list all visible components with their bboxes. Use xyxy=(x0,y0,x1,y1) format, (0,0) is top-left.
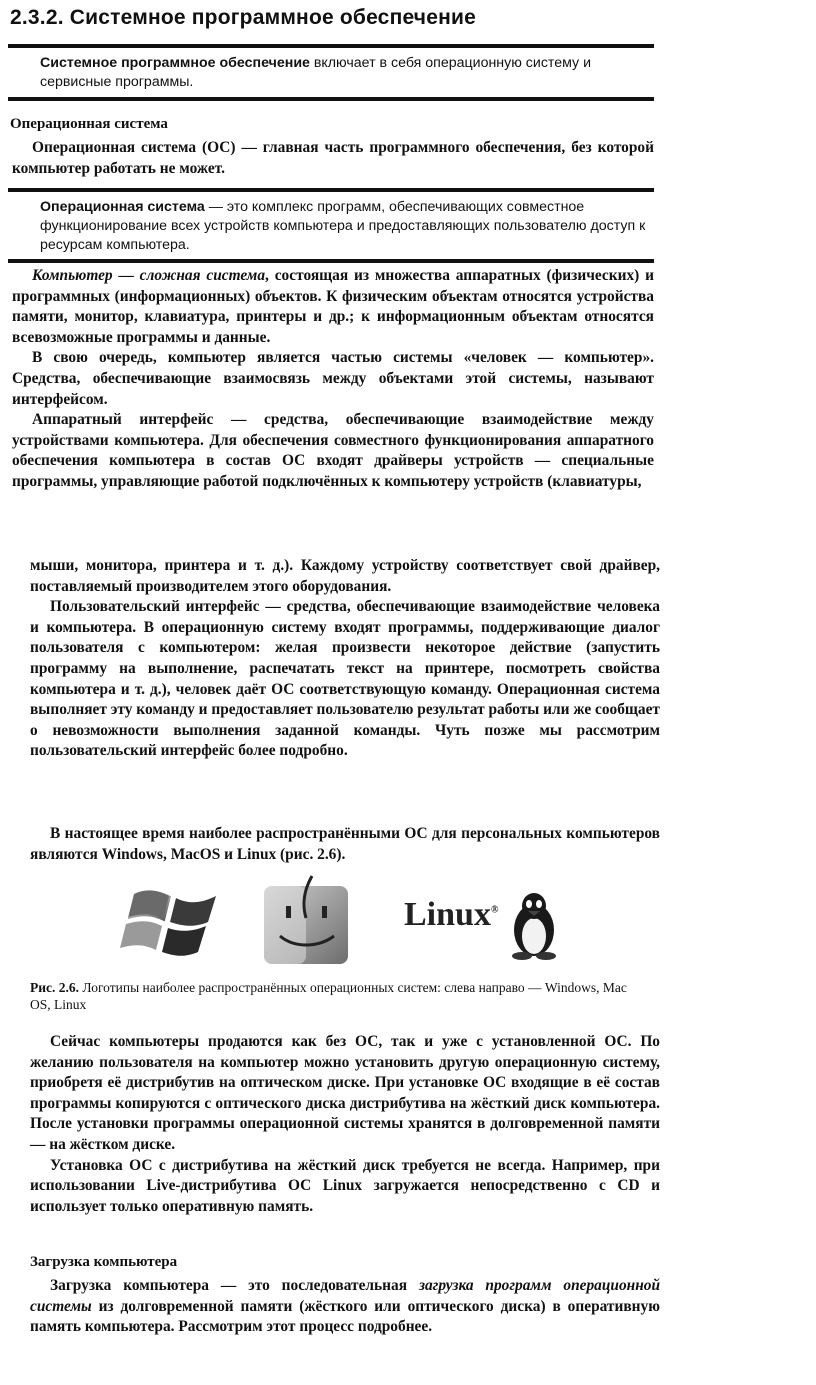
paragraph-text: входящие в её состав программы копируются с оптического диска дистрибутива на жёсткий диск компьютера. После установки программы операционной системы хранятся в долговременной памяти — на жёстком диске. xyxy=(30,1074,660,1153)
subheading-boot: Загрузка компьютера xyxy=(30,1254,178,1270)
paragraph xyxy=(12,410,654,492)
definition-text: включает в себя операционную систему и сервисные программы. xyxy=(40,55,592,90)
section-title: Системное программное обеспечение xyxy=(69,6,476,29)
paragraph-text: . xyxy=(103,390,108,408)
tux-penguin-icon xyxy=(508,890,560,960)
emphasis: Компьютер — сложная система xyxy=(32,267,266,284)
paragraph-text: из долговременной памяти (жёсткого или оптического диска) в оперативную память компьютера. Рассмотрим этот процесс подробнее. xyxy=(30,1297,660,1336)
subheading-os: Операционная система xyxy=(10,116,168,132)
paragraph-text: на оптическом диске. При xyxy=(214,1074,409,1092)
definition-system-software xyxy=(40,54,650,92)
term: интерфейсом xyxy=(12,390,104,408)
caption-label: Рис. 2.6. xyxy=(30,980,80,995)
term: дистрибутив xyxy=(126,1074,215,1092)
linux-word: Linux xyxy=(404,896,491,933)
term: установке ОС xyxy=(408,1074,507,1092)
os-intro-paragraph: Операционная система (ОС) — главная часть программного обеспечения, без которой компьютер работать не может. xyxy=(12,139,654,177)
macos-logo-icon xyxy=(260,874,352,966)
definition-text: — это комплекс программ, обеспечивающих совместное функционирование всех устройств компьютера и предоставляющих пользователю доступ к ресурсам компьютера. xyxy=(40,199,646,253)
linux-wordmark xyxy=(404,896,498,934)
term: Пользовательский интерфейс xyxy=(50,598,260,616)
paragraph xyxy=(30,1276,660,1338)
section-number: 2.3.2. xyxy=(10,6,64,29)
paragraph-text: — средства, обеспечивающие взаимодействие между устройствами компьютера. Для обеспечения совместного функционирования аппаратного обеспечения компьютера в состав ОС входят xyxy=(12,411,654,470)
paragraph xyxy=(12,348,654,410)
main-text-block xyxy=(30,556,660,762)
divider xyxy=(8,44,654,48)
main-text-block xyxy=(12,266,654,493)
paragraph-text: Сейчас компьютеры продаются как без ОС, так и уже с установленной ОС. По желанию пользователя на компьютер можно установить другую операционную систему, приобретя её xyxy=(30,1033,660,1092)
paragraph-text: В свою очередь, компьютер является частью системы «человек — компьютер». Средства, обеспечивающие взаимосвязь между объектами этой системы, называют xyxy=(12,349,654,387)
paragraph xyxy=(30,1032,660,1156)
main-text-block xyxy=(30,1032,660,1217)
paragraph: Установка ОС с дистрибутива на жёсткий диск требуется не всегда. Например, при использовании Live-дистрибутива ОС Linux загружается непосредственно с CD и использует только оперативную память. xyxy=(30,1156,660,1215)
term: Загрузка компьютера xyxy=(50,1277,209,1294)
paragraph-text: — средства, обеспечивающие взаимодействие человека и компьютера. В операционную систему входят программы, поддерживающие диалог пользователя с компьютером: желая произвести некоторое действие (запустить программу на выполнение, распечатать текст на принтере, посмотреть свойства компьютера и т. д.), человек даёт ОС соответствующую команду. Операционная система выполняет эту команду и предоставляет пользователю результат работы или же сообщает о невозможности выполнения заданной команды. Чуть позже мы рассмотрим пользовательский интерфейс более подробно. xyxy=(30,598,660,760)
term: драйверы xyxy=(374,452,443,470)
paragraph-text: , состоящая из множества аппаратных (физических) и программных (информационных) объектов. К физическим объектам относятся устройства памяти, монитор, клавиатура, принтеры и др.; к информационным объектам относятся всевозможные программы и данные. xyxy=(12,267,654,346)
divider xyxy=(8,259,654,263)
figure-caption xyxy=(30,979,630,1013)
term: Аппаратный интерфейс xyxy=(32,411,214,429)
divider xyxy=(8,97,654,101)
windows-logo-icon xyxy=(120,882,228,964)
definition-term: Системное программное обеспечение xyxy=(40,55,310,71)
paragraph: мыши, монитора, принтера и т. д.). Каждому устройству соответствует свой драйвер, поставляемый производителем этого оборудования. xyxy=(30,557,660,595)
paragraph-text: — это последовательная xyxy=(209,1277,419,1294)
paragraph xyxy=(12,266,654,348)
paragraph-text: устройств — специальные программы, управляющие работой подключённых к компьютеру устройств (клавиатуры, xyxy=(12,452,654,490)
paragraph xyxy=(30,597,660,762)
definition-term: Операционная система xyxy=(40,199,205,215)
section-heading xyxy=(10,6,476,30)
paragraph: В настоящее время наиболее распространёнными ОС для персональных компьютеров являются Windows, MacOS и Linux (рис. 2.6). xyxy=(30,825,660,863)
definition-os xyxy=(40,198,652,255)
registered-mark: ® xyxy=(490,904,499,916)
emphasis: загрузка программ операционной системы xyxy=(30,1277,661,1315)
divider xyxy=(8,188,654,192)
caption-text: Логотипы наиболее распространённых операционных систем: слева направо — Windows, Mac OS, Linux xyxy=(30,980,627,1012)
